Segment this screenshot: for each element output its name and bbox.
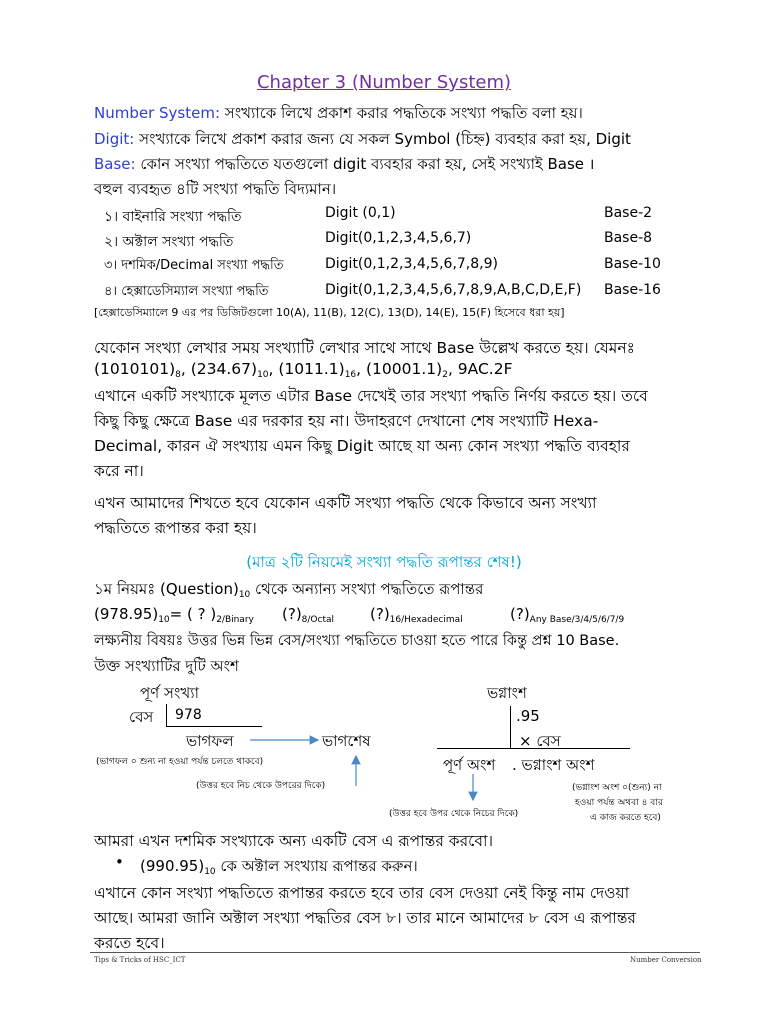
system-name: ২। অক্টাল সংখ্যা পদ্ধতি [104, 234, 234, 250]
rule-text: থেকে অন্যান্য সংখ্যা পদ্ধতিতে রূপান্তর [250, 580, 484, 598]
bullet-number: (990.95) [140, 857, 205, 875]
base-label: বেস [129, 708, 154, 726]
example-base: 16 [344, 370, 357, 380]
quotient-note: (ভাগফল ০ শুন্য না হওয়া পর্যন্ত চলতে থাকবে) [96, 757, 264, 767]
system-digits: Digit(0,1,2,3,4,5,6,7,8,9) [325, 256, 498, 272]
intro-text: বহুল ব্যবহৃত ৪টি সংখ্যা পদ্ধতি বিদ্যমান। [94, 180, 337, 198]
fraction-note-line: হওয়া পর্যন্ত অথবা ৪ বার [575, 798, 663, 808]
dividend-978: 978 [175, 707, 202, 723]
paragraph-line: কিছু কিছু ক্ষেত্রে Base এর দরকার হয় না। উদাহরণে দেখানো শেষ সংখ্যাটি Hexa- [94, 412, 599, 430]
definition-text: সংখ্যাকে লিখে প্রকাশ করার জন্য যে সকল Symbol (চিহ্ন) ব্যবহার করা হয়, Digit [134, 130, 631, 148]
conversion-equals: = ( ? ) [169, 605, 217, 623]
rule-base: 10 [238, 590, 251, 600]
paragraph-line: আমরা এখন দশমিক সংখ্যাকে অন্য একটি বেস এ রূপান্তর করবো। [94, 832, 494, 850]
bullet-base: 10 [204, 867, 216, 877]
definition-text: কোন সংখ্যা পদ্ধতিতে যতগুলো digit ব্যবহার করা হয়, সেই সংখ্যাই Base । [135, 155, 595, 173]
quotient-label: ভাগফল [186, 732, 234, 750]
definition-text: সংখ্যাকে লিখে প্রকাশ করার পদ্ধতিকে সংখ্যা পদ্ধতি বলা হয়। [220, 104, 583, 122]
fraction-note-line: এ কাজ করতে হবে) [590, 813, 661, 823]
fraction-95: .95 [516, 707, 540, 725]
fraction-label: ভগ্নাংশ [487, 684, 527, 702]
fraction-note-line: (ভগ্নাংশ অংশ ০(শুন্য) না [572, 783, 662, 793]
target-base-binary: 2/Binary [216, 615, 254, 625]
bullet-item [140, 855, 418, 880]
example-base: 10 [257, 370, 269, 380]
term-number-system: Number System: [94, 104, 221, 122]
paragraph-line: করে না। [94, 462, 144, 480]
top-to-bottom-note: (উত্তর হবে উপর থেকে নিচের দিকে) [389, 809, 519, 819]
system-digits: Digit (0,1) [325, 205, 396, 221]
question-mark: (?) [370, 605, 390, 623]
paragraph-line: এখানে একটি সংখ্যাকে মূলত এটার Base দেখেই তার সংখ্যা পদ্ধতি নির্ণয় করতে হয়। তবে [94, 387, 648, 405]
target-base-hex: 16/Hexadecimal [389, 615, 463, 625]
question-mark: (?) [282, 605, 302, 623]
system-digits: Digit(0,1,2,3,4,5,6,7) [325, 230, 472, 246]
times-base-label: × বেস [519, 732, 561, 750]
footer-right: Number Conversion [630, 956, 702, 964]
whole-part-label: পূর্ণ অংশ [443, 756, 496, 774]
paragraph-line: পদ্ধতিতে রূপান্তর করা হয়। [94, 519, 257, 537]
system-name: ৩। দশমিক/Decimal সংখ্যা পদ্ধতি [104, 258, 284, 273]
example-base: 2 [442, 370, 448, 380]
term-digit: Digit: [94, 130, 135, 148]
notice-text: লক্ষ্যনীয় বিষয়ঃ উত্তর ভিন্ন ভিন্ন বেস/সংখ্যা পদ্ধতিতে চাওয়া হতে পারে কিন্তু প্রশ্ন 10 Base. [94, 633, 620, 649]
target-base-any: Any Base/3/4/5/6/7/9 [529, 615, 625, 625]
conversion-number: (978.95) [94, 605, 159, 623]
paragraph-base-mention: যেকোন সংখ্যা লেখার সময় সংখ্যাটি লেখার সাথে সাথে Base উল্লেখ করতে হয়। যেমনঃ [94, 339, 635, 357]
conversion-base: 10 [158, 615, 170, 625]
remainder-label: ভাগশেষ [322, 732, 371, 750]
example-number: (1010101) [94, 360, 176, 378]
rule-text: ১ম নিয়মঃ (Question) [94, 580, 239, 598]
example-base: 8 [175, 370, 181, 380]
page-title: Chapter 3 (Number System) [256, 72, 512, 93]
system-name: ১। বাইনারি সংখ্যা পদ্ধতি [104, 209, 242, 225]
hex-note: [হেক্সাডেসিম্যালে 9 এর পর ডিজিটগুলো 10(A), 11(B), 12(C), 13(D), 14(E), 15(F) হিসেবে ধরা হয়] [94, 306, 565, 319]
term-base: Base: [94, 155, 136, 173]
example-number: , (234.67) [180, 360, 258, 378]
system-base: Base-8 [604, 230, 653, 246]
fraction-part-label: . ভগ্নাংশ অংশ [512, 756, 595, 774]
bullet-text: কে অক্টাল সংখ্যায় রূপান্তর করুন। [215, 857, 418, 875]
paragraph-line: Decimal, কারন ঐ সংখ্যায় এমন কিছু Digit আছে যা অন্য কোন সংখ্যা পদ্ধতি ব্যবহার [94, 437, 630, 455]
bottom-to-top-note: (উত্তর হবে নিচ থেকে উপরের দিকে) [196, 781, 326, 791]
footer-left: Tips & Tricks of HSC_ICT [94, 956, 186, 964]
whole-number-label: পূর্ণ সংখ্যা [140, 684, 199, 702]
system-name: ৪। হেক্সাডেসিম্যাল সংখ্যা পদ্ধতি [104, 284, 269, 299]
paragraph-line: করতে হবে। [94, 934, 165, 952]
example-number: , (1011.1) [268, 360, 345, 378]
system-base: Base-16 [604, 282, 661, 298]
highlight-heading: (মাত্র ২টি নিয়মেই সংখ্যা পদ্ধতি রূপান্তর শেষ!) [246, 553, 522, 571]
target-base-octal: 8/Octal [301, 615, 335, 625]
paragraph-line: আছে। আমরা জানি অক্টাল সংখ্যা পদ্ধতির বেস ৮। তার মানে আমাদের ৮ বেস এ রূপান্তর [94, 909, 636, 927]
footer-rule [90, 952, 700, 953]
system-digits: Digit(0,1,2,3,4,5,6,7,8,9,A,B,C,D,E,F) [325, 282, 582, 298]
two-parts-text: উক্ত সংখ্যাটির দুটি অংশ [94, 657, 239, 675]
example-number: , (10001.1) [356, 360, 443, 378]
system-base: Base-10 [604, 256, 661, 272]
paragraph-line: এখানে কোন সংখ্যা পদ্ধতিতে রূপান্তর করতে হবে তার বেস দেওয়া নেই কিন্তু নাম দেওয়া [94, 884, 630, 902]
question-mark: (?) [510, 605, 530, 623]
paragraph-line: এখন আমাদের শিখতে হবে যেকোন একটি সংখ্যা পদ্ধতি থেকে কিভাবে অন্য সংখ্যা [94, 494, 597, 512]
system-base: Base-2 [604, 205, 653, 221]
bullet-dot: • [115, 853, 124, 871]
example-number: , 9AC.2F [447, 360, 513, 378]
